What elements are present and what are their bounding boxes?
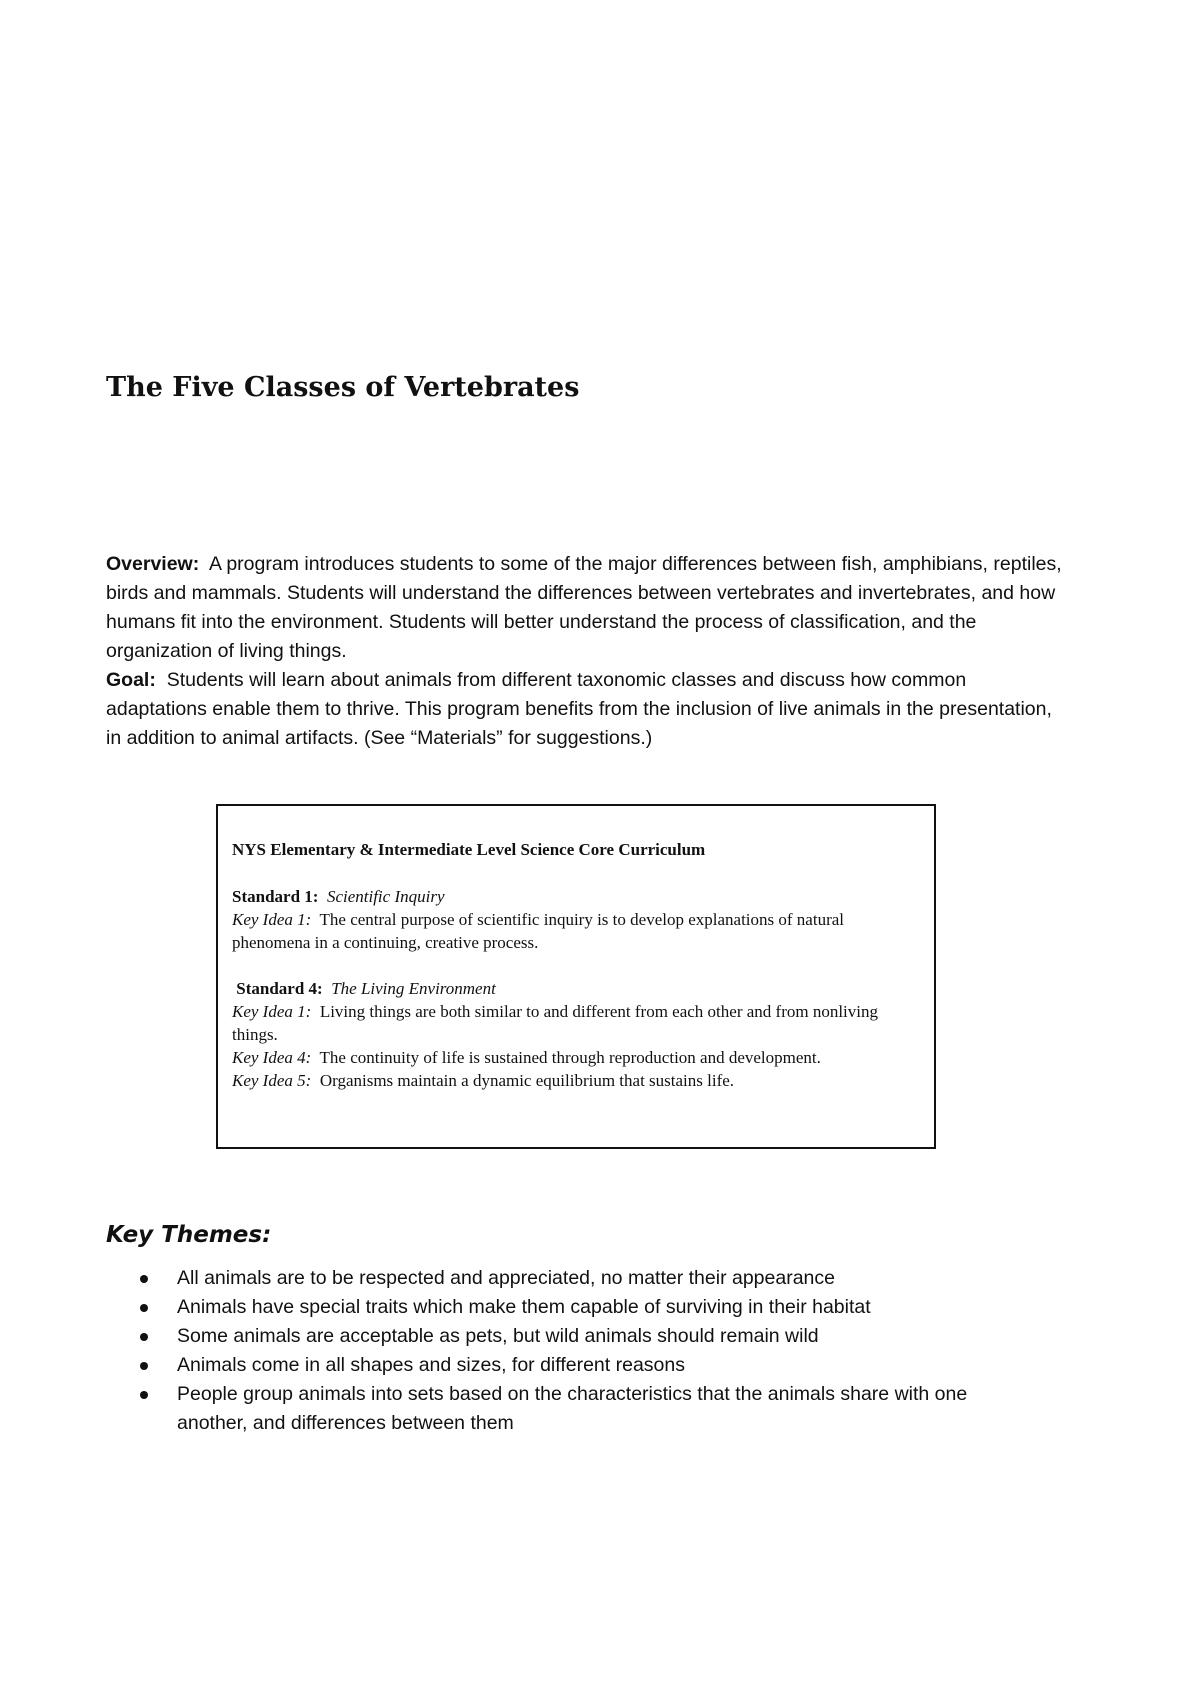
standard-4-heading: [232, 977, 920, 1000]
key-theme-text: Animals have special traits which make them capable of surviving in their habitat: [177, 1296, 871, 1318]
key-theme-item: [106, 1322, 1036, 1351]
key-idea-item: [232, 1046, 920, 1069]
key-idea-text: The continuity of life is sustained through reproduction and development.: [319, 1048, 821, 1067]
key-idea-item: [232, 1069, 920, 1092]
key-idea-label: Key Idea 4:: [232, 1048, 312, 1067]
bullet-icon: [140, 1391, 148, 1399]
key-theme-text: Some animals are acceptable as pets, but wild animals should remain wild: [177, 1325, 819, 1347]
key-theme-text: People group animals into sets based on the characteristics that the animals share with one another, and differences between them: [177, 1383, 968, 1434]
key-idea-text: Living things are both similar to and different from each other and from nonliving things.: [232, 1002, 878, 1044]
standard-1-name: Scientific Inquiry: [326, 887, 445, 906]
key-theme-item: [106, 1380, 1036, 1438]
key-theme-text: Animals come in all shapes and sizes, for different reasons: [177, 1354, 685, 1376]
bullet-icon: [140, 1304, 148, 1312]
key-idea-item: [232, 908, 920, 954]
standard-1-heading: [232, 885, 920, 908]
goal-paragraph: [106, 666, 1066, 753]
bullet-icon: [140, 1333, 148, 1341]
overview-paragraph: [106, 550, 1066, 666]
key-idea-text: The central purpose of scientific inquiry is to develop explanations of natural phenomena in a continuing, creative process.: [232, 910, 844, 952]
goal-text: Students will learn about animals from different taxonomic classes and discuss how common adaptations enable them to thrive. This program benefits from the inclusion of live animals in the presentation, in addition to animal artifacts. (See “Materials” for suggestions.): [106, 669, 1052, 749]
key-theme-item: [106, 1293, 1036, 1322]
curriculum-standards-box: [216, 804, 936, 1149]
standard-4-label: Standard 4:: [236, 979, 323, 998]
key-idea-item: [232, 1000, 920, 1046]
standard-4: [232, 977, 920, 1092]
key-idea-text: Organisms maintain a dynamic equilibrium that sustains life.: [319, 1071, 735, 1090]
key-themes-list: [106, 1264, 1036, 1438]
bullet-icon: [140, 1362, 148, 1370]
overview-label: Overview:: [106, 553, 200, 575]
curriculum-title: NYS Elementary & Intermediate Level Science Core Curriculum: [232, 840, 706, 859]
overview-text: A program introduces students to some of the major differences between fish, amphibians, reptiles, birds and mammals. Students will understand the differences between vertebrates and invertebrates, and how humans fit into the environment. Students will better understand the process of classification, and the organization of living things.: [106, 553, 1062, 662]
standard-1: [232, 885, 920, 954]
key-idea-label: Key Idea 1:: [232, 1002, 312, 1021]
key-idea-label: Key Idea 1:: [232, 910, 312, 929]
key-theme-item: [106, 1264, 1036, 1293]
key-themes-heading: Key Themes:: [106, 1222, 272, 1248]
standard-1-label: Standard 1:: [232, 887, 319, 906]
key-theme-item: [106, 1351, 1036, 1380]
page-title: The Five Classes of Vertebrates: [106, 372, 580, 403]
key-idea-label: Key Idea 5:: [232, 1071, 312, 1090]
key-theme-text: All animals are to be respected and appreciated, no matter their appearance: [177, 1267, 835, 1289]
standard-4-name: The Living Environment: [331, 979, 496, 998]
goal-label: Goal:: [106, 669, 156, 691]
bullet-icon: [140, 1275, 148, 1283]
